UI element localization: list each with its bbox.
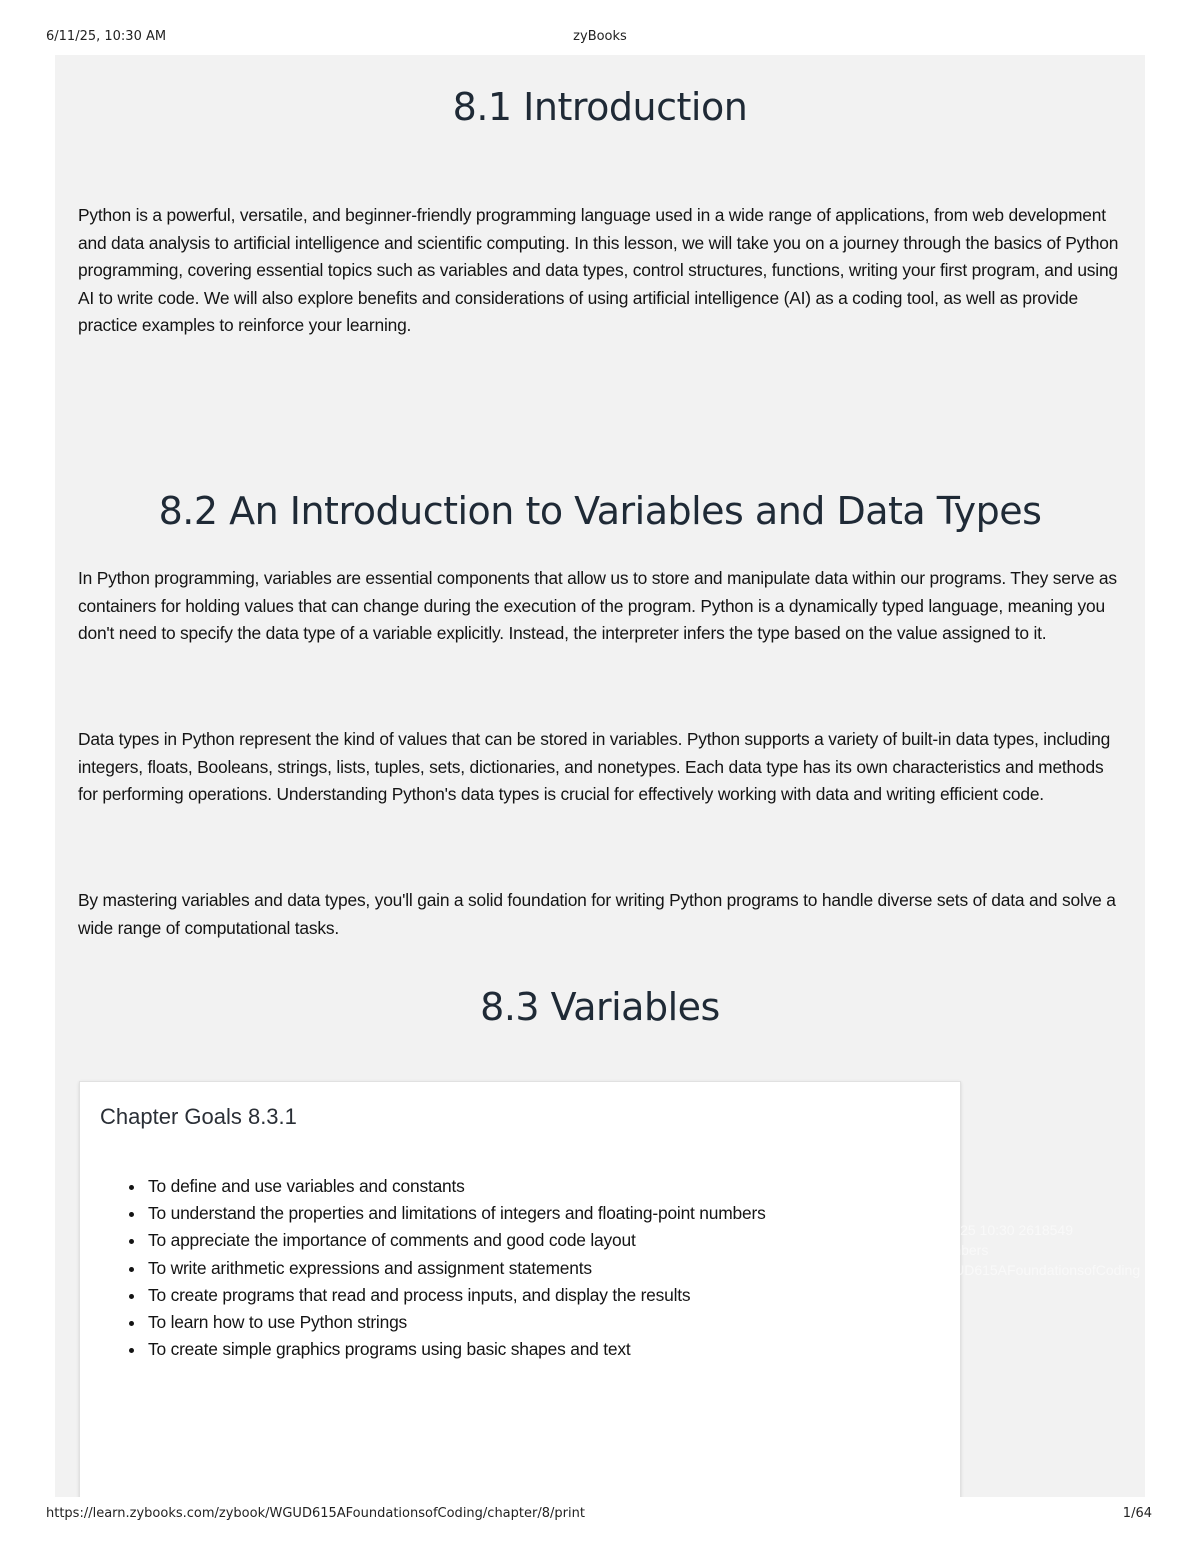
section-title-8-2: 8.2 An Introduction to Variables and Data Types [158,489,1042,533]
goal-item: • To understand the properties and limitations of integers and floating-point numbers [146,1200,766,1227]
watermark: 6/11/25 10:30 2618549 Members WGUD615AFoundationsofCoding [930,1222,1141,1278]
goal-item: • To learn how to use Python strings [146,1309,766,1336]
print-site-title: zyBooks [573,29,627,44]
goal-item: • To write arithmetic expressions and assignment statements [146,1255,766,1282]
section-title-8-3: 8.3 Variables [480,985,720,1029]
datatypes-paragraph: Data types in Python represent the kind of values that can be stored in variables. Python supports a variety of built-in data types, including integers, floats, Booleans, strings, lists, tuples, sets, dictionaries, and nonetypes. Each data type has its own characteristics and methods for performing operations. Understanding Python's data types is crucial for effectively working with data and writing efficient code. [78,729,1111,804]
chapter-goals-list [102,1173,766,1363]
section-title-8-1: 8.1 Introduction [452,85,748,129]
print-timestamp: 6/11/25, 10:30 AM [46,29,167,44]
chapter-goals-title: Chapter Goals 8.3.1 [100,1104,297,1129]
print-url: https://learn.zybooks.com/zybook/WGUD615AFoundationsofCoding/chapter/8/print [46,1506,585,1521]
goal-item: • To create simple graphics programs using basic shapes and text [146,1336,766,1363]
page-number: 1/64 [1122,1506,1152,1521]
intro-paragraph: Python is a powerful, versatile, and beginner-friendly programming language used in a wide range of applications, from web development and data analysis to artificial intelligence and scientific computing. In this lesson, we will take you on a journey through the basics of Python programming, covering essential topics such as variables and data types, control structures, functions, writing your first program, and using AI to write code. We will also explore benefits and considerations of using artificial intelligence (AI) as a coding tool, as well as provide practice examples to reinforce your learning. [78,205,1119,335]
chapter-goals-box [79,1081,961,1497]
variables-paragraph: In Python programming, variables are essential components that allow us to store and manipulate data within our programs. They serve as containers for holding values that can change during the execution of the program. Python is a dynamically typed language, meaning you don't need to specify the data type of a variable explicitly. Instead, the interpreter infers the type based on the value assigned to it. [78,568,1117,643]
goal-item: • To create programs that read and process inputs, and display the results [146,1282,766,1309]
print-header [0,29,1200,49]
chapter-page [55,55,1145,1497]
mastering-paragraph: By mastering variables and data types, you'll gain a solid foundation for writing Python programs to handle diverse sets of data and solve a wide range of computational tasks. [78,890,1116,938]
print-footer [0,1506,1200,1526]
goal-item: • To appreciate the importance of comments and good code layout [146,1227,766,1254]
goal-item: • To define and use variables and constants [146,1173,766,1200]
